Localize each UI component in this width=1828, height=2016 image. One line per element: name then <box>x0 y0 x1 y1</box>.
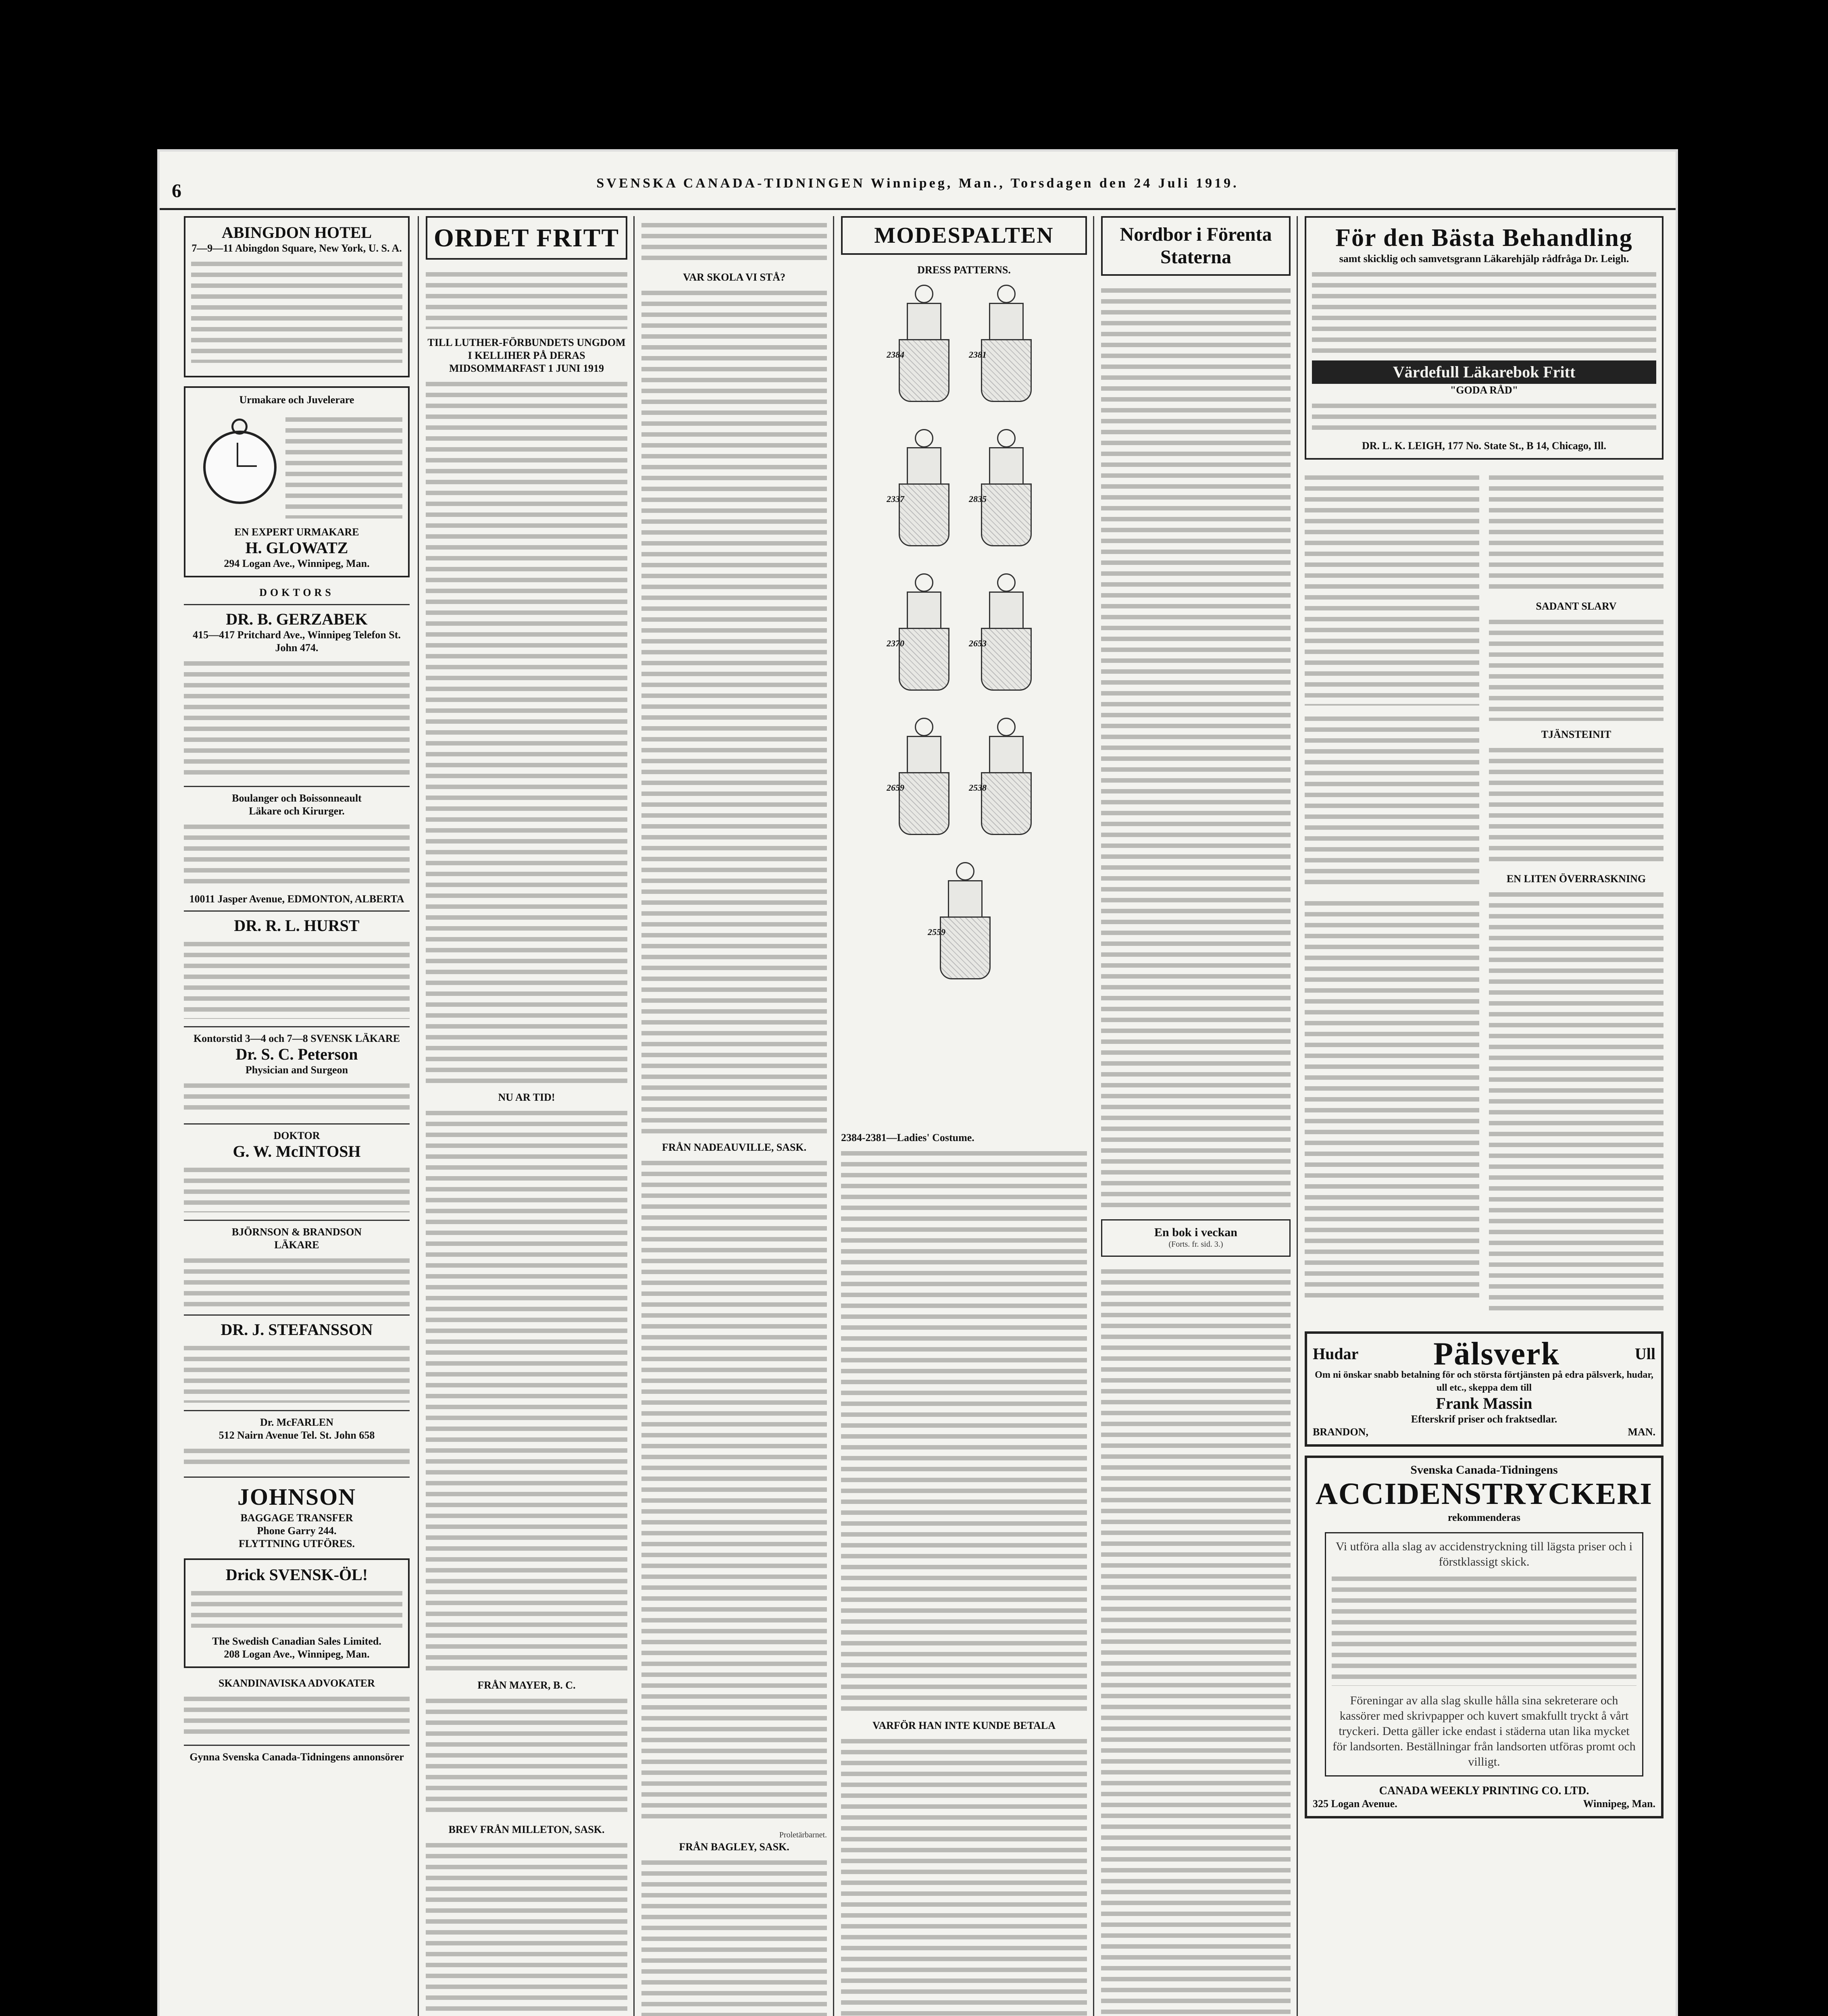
doctor-mcfarlen-address: 512 Nairn Avenue Tel. St. John 658 <box>219 1429 375 1441</box>
johnson-title: JOHNSON <box>237 1484 356 1510</box>
accidens-address: 325 Logan Avenue. <box>1313 1798 1397 1810</box>
column-rule <box>418 216 419 2016</box>
johnson-sub: BAGGAGE TRANSFER <box>240 1512 353 1524</box>
sadant-title: SADANT SLARV <box>1536 600 1617 612</box>
watch-ad <box>184 386 410 577</box>
dress-number: 2381 <box>969 350 987 360</box>
dress-number: 2559 <box>928 927 945 937</box>
drick-company: The Swedish Canadian Sales Limited. <box>212 1635 381 1647</box>
leigh-banner-title: För den Bästa Behandling <box>1335 224 1633 252</box>
pocket-watch-icon <box>191 410 280 515</box>
doctor-stefansson: DR. J. STEFANSSON <box>221 1320 373 1339</box>
article-text <box>1489 472 1664 593</box>
hudar-center: Pälsverk <box>1433 1336 1560 1372</box>
johnson-flytt: FLYTTNING UTFÖRES. <box>239 1538 355 1549</box>
en-bok-title: En bok i veckan <box>1154 1226 1237 1239</box>
hudar-left: Hudar <box>1313 1345 1359 1363</box>
article-title: BREV FRÅN MILLETON, SASK. <box>448 1824 605 1835</box>
leigh-address: DR. L. K. LEIGH, 177 No. State St., B 14, Chicago, Ill. <box>1362 440 1606 452</box>
doctor-boulanger-title: Boulanger och Boissonneault <box>232 792 362 804</box>
doctor-hurst-text <box>184 938 410 1019</box>
accidens-text2: Föreningar av alla slag skulle hålla sina sekreterare och kassörer med skrivpapper och kuvert smakfullt tryckt å vårt tryckeri. Detta gäller icke endast i städerna utan lika mycket för landsorten. Beställningar från landsorten utföras promt och villigt. <box>1332 1694 1636 1768</box>
article-title: VARFÖR HAN INTE KUNDE BETALA <box>872 1720 1056 1731</box>
dress-number: 2653 <box>969 638 987 648</box>
johnson-phone: Phone Garry 244. <box>257 1525 337 1537</box>
accidens-text1: Vi utföra alla slag av accidenstryckning till lägsta priser och i förstklassigt skick. <box>1335 1540 1633 1568</box>
dress-figure <box>969 281 1041 414</box>
accidens-title: ACCIDENSTRYCKERI <box>1316 1477 1653 1511</box>
dress-figure <box>969 425 1041 558</box>
accidens-company: CANADA WEEKLY PRINTING CO. LTD. <box>1379 1785 1589 1797</box>
advokater-text <box>184 1693 410 1737</box>
article-text <box>426 1107 627 1672</box>
column-rule <box>1297 216 1298 2016</box>
article-title: FRÅN NADEAUVILLE, SASK. <box>662 1141 807 1153</box>
hudar-ad <box>1305 1331 1664 1447</box>
article-title: VAR SKOLA VI STÅ? <box>683 271 786 283</box>
hudar-name: Frank Massin <box>1436 1394 1532 1412</box>
accidens-sub: Svenska Canada-Tidningens <box>1410 1463 1558 1477</box>
dress-figure <box>969 714 1041 847</box>
dress-number: 2538 <box>969 783 987 793</box>
column-rule <box>633 216 635 2016</box>
accidens-inner <box>1325 1532 1643 1776</box>
ordet-fritt-header: ORDET FRITT <box>433 223 620 252</box>
article-text <box>641 219 827 264</box>
dress-number: 2835 <box>969 494 987 504</box>
dress-figure <box>928 858 1000 991</box>
column-ads-left <box>184 216 410 2016</box>
accidens-ad <box>1305 1456 1664 1818</box>
doctor-bjornson-sub: LÄKARE <box>274 1239 319 1251</box>
ordet-fritt-intro <box>426 269 627 329</box>
doctor-mcfarlen: Dr. McFARLEN <box>260 1416 333 1428</box>
article-text <box>426 378 627 1084</box>
column-modespalten <box>841 216 1087 2016</box>
page-number: 6 <box>172 180 184 202</box>
hotel-address: 7—9—11 Abingdon Square, New York, U. S. A. <box>192 242 402 254</box>
newspaper-page <box>157 149 1678 2016</box>
article-title: TILL LUTHER-FÖRBUNDETS UNGDOM I KELLIHER PÅ DERAS MIDSOMMARFAST 1 JUNI 1919 <box>427 337 626 374</box>
drick-title: Drick SVENSK-ÖL! <box>225 1566 368 1584</box>
doctor-mcintosh-head: DOKTOR <box>273 1130 320 1141</box>
article-text <box>1489 744 1664 865</box>
drick-text <box>191 1587 402 1628</box>
doctor-boulanger-sub: Läkare och Kirurger. <box>249 805 345 817</box>
column-rule <box>833 216 834 2016</box>
doctor-gerzabek-address: 415—417 Pritchard Ave., Winnipeg Telefon St. John 474. <box>193 629 401 654</box>
leigh-ad <box>1305 216 1664 460</box>
leigh-book-sub: "GODA RÅD" <box>1450 384 1518 396</box>
column-articles <box>641 216 827 2016</box>
doctor-gerzabek-text <box>184 658 410 779</box>
article-text <box>1489 616 1664 721</box>
doctor-gerzabek: DR. B. GERZABEK <box>226 610 368 628</box>
hudar-text: Om ni önskar snabb betalning för och största förtjänsten på edra pälsverk, hudar, ull etc., skeppa dem till <box>1315 1370 1653 1393</box>
doctors-header: DOKTORS <box>259 587 334 598</box>
article-text <box>426 1695 627 1816</box>
leigh-book-title: Värdefull Läkarebok Fritt <box>1312 360 1656 384</box>
hudar-right: Ull <box>1634 1345 1655 1363</box>
doctor-peterson-text <box>184 1080 410 1116</box>
watch-address: 294 Logan Ave., Winnipeg, Man. <box>224 558 370 569</box>
dress-number: 2384 <box>887 350 904 360</box>
dress-number: 2337 <box>887 494 904 504</box>
dress-patterns-sub: DRESS PATTERNS. <box>917 264 1011 276</box>
hudar-state: MAN. <box>1628 1426 1655 1438</box>
dress-figure <box>887 281 959 414</box>
column-ordet-fritt <box>426 216 627 2016</box>
article-text <box>1305 713 1479 890</box>
article-text <box>841 1735 1087 2016</box>
hotel-text <box>191 258 402 363</box>
watch-expert: EN EXPERT URMAKARE <box>234 526 359 538</box>
doctor-mcintosh-text <box>184 1164 410 1212</box>
hotel-ad <box>184 216 410 377</box>
modespalten-header-box <box>841 216 1087 255</box>
en-bok-sub: (Forts. fr. sid. 3.) <box>1168 1240 1223 1249</box>
doctor-peterson-office: Kontorstid 3—4 och 7—8 SVENSK LÄKARE <box>193 1033 400 1044</box>
leigh-banner-sub: samt skicklig och samvetsgrann Läkarehjälp rådfråga Dr. Leigh. <box>1339 253 1629 264</box>
accidens-city: Winnipeg, Man. <box>1583 1798 1655 1810</box>
doctor-bjornson-text <box>184 1255 410 1307</box>
ordet-fritt-header-box <box>426 216 627 260</box>
dress-number: 2370 <box>887 638 904 648</box>
watch-title: Urmakare och Juvelerare <box>239 394 354 406</box>
pattern-text <box>841 1148 1087 1712</box>
watch-name: H. GLOWATZ <box>245 539 348 557</box>
accidens-text-body <box>1332 1573 1636 1686</box>
doctor-peterson-sub: Physician and Surgeon <box>245 1064 348 1076</box>
modespalten-header: MODESPALTEN <box>874 223 1054 248</box>
dress-figure <box>887 425 959 558</box>
leigh-text <box>1312 269 1656 353</box>
column-rule <box>1093 216 1094 2016</box>
hotel-title: ABINGDON HOTEL <box>221 223 372 242</box>
dress-number: 2659 <box>887 783 904 793</box>
doctor-boulanger-text <box>184 821 410 885</box>
nordbor-text <box>1101 285 1291 1212</box>
doctor-mcintosh: G. W. McINTOSH <box>233 1142 361 1160</box>
article-text <box>426 1839 627 2016</box>
hudar-efter: Efterskrif priser och fraktsedlar. <box>1411 1413 1557 1425</box>
column-ads-right <box>1305 216 1664 2016</box>
signature: Proletärbarnet. <box>779 1831 827 1839</box>
dress-figure <box>887 569 959 702</box>
article-text <box>641 1157 827 1822</box>
column-nordbor <box>1101 216 1291 2016</box>
watch-text <box>285 414 402 519</box>
leigh-book-text <box>1312 400 1656 432</box>
masthead <box>160 176 1676 210</box>
article-title: FRÅN BAGLEY, SASK. <box>679 1841 789 1853</box>
article-title: FRÅN MAYER, B. C. <box>477 1679 576 1691</box>
nordbor-header-box <box>1101 216 1291 276</box>
dress-figure <box>969 569 1041 702</box>
article-text <box>1305 472 1479 706</box>
article-text <box>1489 889 1664 1312</box>
nordbor-header: Nordbor i Förenta Staterna <box>1120 224 1272 268</box>
doctor-boulanger-address: 10011 Jasper Avenue, EDMONTON, ALBERTA <box>189 893 404 905</box>
article-text <box>641 287 827 1134</box>
doctor-mcfarlen-text <box>184 1445 410 1469</box>
accidens-rek: rekommenderas <box>1447 1512 1521 1523</box>
advokater-title: SKANDINAVISKA ADVOKATER <box>219 1677 375 1689</box>
article-title: NU AR TID! <box>498 1091 555 1103</box>
en-bok-box <box>1101 1219 1291 1257</box>
footer-title: Gynna Svenska Canada-Tidningens annonsörer <box>189 1751 404 1763</box>
pattern-heading: 2384-2381—Ladies' Costume. <box>841 1132 974 1143</box>
newspaper-title: SVENSKA CANADA-TIDNINGEN Winnipeg, Man., Torsdagen den 24 Juli 1919. <box>596 176 1239 191</box>
article-text <box>641 1857 827 2016</box>
tjanst-title: TJÄNSTEINIT <box>1541 729 1611 740</box>
article-text <box>1305 898 1479 1301</box>
hudar-city: BRANDON, <box>1313 1426 1368 1438</box>
dress-figure <box>887 714 959 847</box>
drick-ad <box>184 1558 410 1668</box>
doctor-peterson: Dr. S. C. Peterson <box>235 1045 358 1063</box>
doctor-bjornson: BJÖRNSON & BRANDSON <box>231 1226 362 1238</box>
dress-illustrations <box>841 277 1087 1131</box>
drick-address: 208 Logan Ave., Winnipeg, Man. <box>224 1648 370 1660</box>
doctor-stefansson-text <box>184 1342 410 1403</box>
overraskning-title: EN LITEN ÖVERRASKNING <box>1506 873 1646 885</box>
doctor-hurst: DR. R. L. HURST <box>234 916 360 935</box>
en-bok-text <box>1101 1266 1291 2016</box>
